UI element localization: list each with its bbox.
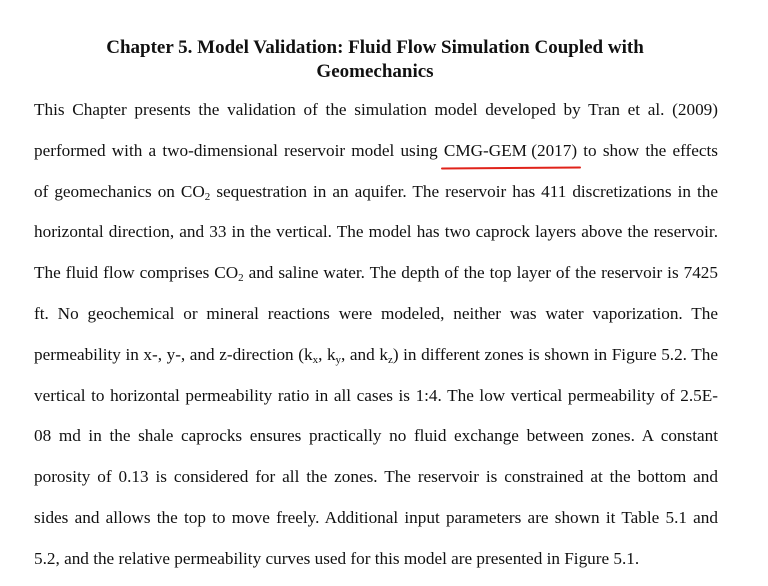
paragraph-line-4 <box>34 218 718 259</box>
line-text: vertical to horizontal permeability ratio in all cases is 1:4. The low vertical permeability of 2.5E- <box>34 385 718 405</box>
paragraph-line-3 <box>34 178 718 219</box>
line-text: This Chapter presents the validation of the simulation model developed by Tran et al. (2009) <box>34 100 718 119</box>
line-text: and saline water. The depth of the top layer of the reservoir is 7425 <box>243 263 718 283</box>
paragraph-line-1 <box>34 96 718 137</box>
line-text: sides and allows the top to move freely. Additional input parameters are shown it Table 5.1 and <box>34 507 718 527</box>
line-text: ) in different zones is shown in Figure 5.2. The <box>392 344 718 364</box>
chapter-title <box>34 36 716 84</box>
chapter-title-line-2: Geomechanics <box>316 61 434 82</box>
line-text: , k <box>318 344 336 364</box>
line-text: ft. No geochemical or mineral reactions were modeled, neither was water vaporization. The <box>34 303 718 323</box>
paragraph-line-10 <box>34 463 718 504</box>
line-text: 08 md in the shale caprocks ensures practically no fluid exchange between zones. A constant <box>34 426 718 446</box>
line-text: performed with a two-dimensional reservoir model using <box>34 140 444 160</box>
subscript: z <box>387 353 393 366</box>
line-text: 5.2, and the relative permeability curves used for this model are presented in Figure 5.1. <box>34 548 640 568</box>
subscript: 2 <box>238 272 244 285</box>
line-text: porosity of 0.13 is considered for all the zones. The reservoir is constrained at the bottom and <box>34 467 718 487</box>
line-text: to show the effects <box>577 140 718 160</box>
line-text: permeability in x-, y-, and z-direction (k <box>34 344 313 364</box>
line-text: sequestration in an aquifer. The reservoir has 411 discretizations in the <box>210 181 718 201</box>
subscript: x <box>312 353 319 366</box>
cmg-gem-reference: CMG-GEM (2017) <box>443 140 578 160</box>
line-text: of geomechanics on CO <box>34 181 205 201</box>
line-text: horizontal direction, and 33 in the vertical. The model has two caprock layers above the reservoir. <box>34 222 718 242</box>
red-underline-annotation <box>444 137 577 165</box>
paragraph-line-7 <box>34 341 718 382</box>
paragraph-line-5 <box>34 259 718 300</box>
line-text: , and k <box>341 344 388 364</box>
paragraph-line-12 <box>34 545 718 586</box>
subscript: y <box>335 353 342 366</box>
paragraph-line-11 <box>34 504 718 545</box>
paragraph-line-9 <box>34 422 718 463</box>
subscript: 2 <box>204 190 211 203</box>
paragraph-line-2 <box>34 137 718 178</box>
chapter-title-line-1: Chapter 5. Model Validation: Fluid Flow Simulation Coupled with <box>106 37 644 58</box>
paragraph-line-6 <box>34 300 718 341</box>
line-text: The fluid flow comprises CO <box>34 263 239 283</box>
body-paragraph <box>34 96 718 586</box>
paragraph-line-8 <box>34 382 718 423</box>
